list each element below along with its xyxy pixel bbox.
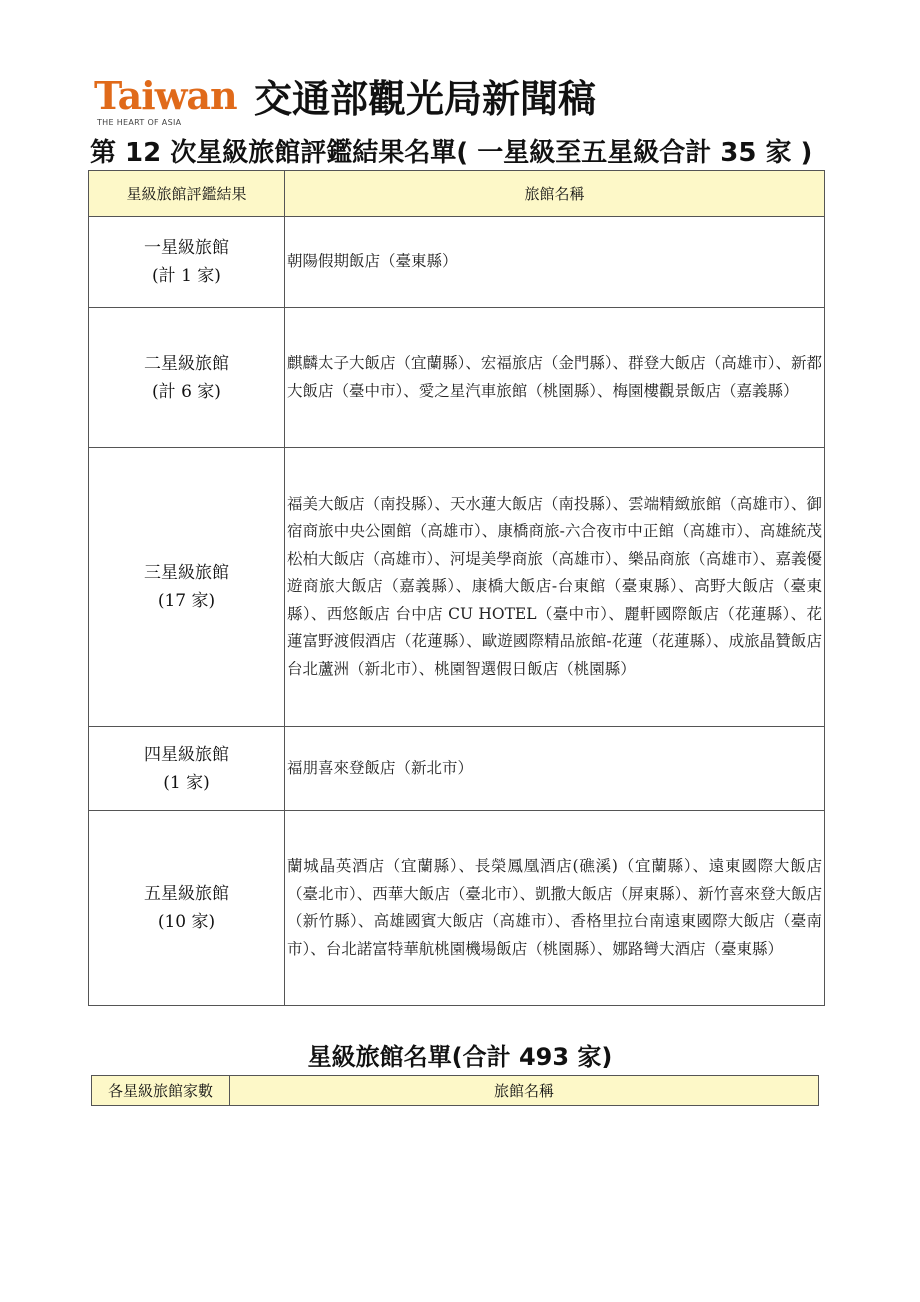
star-level-count: (10 家) bbox=[157, 912, 216, 932]
logo-tagline: THE HEART OF ASIA bbox=[97, 118, 182, 127]
logo-word: Taiwan bbox=[94, 73, 237, 118]
star-level-label: 五星級旅館 bbox=[144, 884, 229, 904]
star-level-cell bbox=[89, 448, 285, 727]
star-level-label: 一星級旅館 bbox=[144, 238, 229, 258]
table-header-row bbox=[92, 1076, 819, 1106]
table-row bbox=[89, 727, 825, 811]
table-row bbox=[89, 217, 825, 308]
hotel-list-cell: 蘭城晶英酒店（宜蘭縣）、長榮鳳凰酒店(礁溪)（宜蘭縣）、遠東國際大飯店（臺北市）、西華大飯店（臺北市）、凱撒大飯店（屏東縣）、新竹喜來登大飯店（新竹縣）、高雄國賓大飯店（高雄市）、香格里拉台南遠東國際大飯店（臺南市）、台北諾富特華航桃園機場飯店（桃園縣）、娜路彎大酒店（臺東縣） bbox=[285, 811, 825, 1006]
taiwan-logo bbox=[92, 74, 242, 128]
evaluation-results-table bbox=[88, 170, 825, 1006]
star-level-label: 三星級旅館 bbox=[144, 563, 229, 583]
header-hotel-count: 各星級旅館家數 bbox=[92, 1076, 230, 1106]
star-level-cell bbox=[89, 727, 285, 811]
table-row bbox=[89, 811, 825, 1006]
hotel-list-section-title: 星級旅館名單(合計 493 家) bbox=[307, 1043, 613, 1071]
star-level-cell bbox=[89, 308, 285, 448]
star-level-cell bbox=[89, 217, 285, 308]
table-row bbox=[89, 308, 825, 448]
hotel-list-cell: 朝陽假期飯店（臺東縣） bbox=[285, 217, 825, 308]
table-row bbox=[89, 448, 825, 727]
header-hotel-name: 旅館名稱 bbox=[230, 1076, 819, 1106]
header-hotel-name: 旅館名稱 bbox=[285, 171, 825, 217]
star-level-label: 二星級旅館 bbox=[144, 353, 229, 374]
star-level-count: (計 6 家) bbox=[152, 381, 221, 402]
press-release-title: 交通部觀光局新聞稿 bbox=[254, 77, 597, 121]
hotel-list-cell: 麒麟太子大飯店（宜蘭縣）、宏福旅店（金門縣）、群登大飯店（高雄市）、新都大飯店（臺中市）、愛之星汽車旅館（桃園縣）、梅園樓觀景飯店（嘉義縣） bbox=[285, 308, 825, 448]
page-header bbox=[92, 72, 832, 130]
table-header-row bbox=[89, 171, 825, 217]
results-section-title: 第 12 次星級旅館評鑑結果名單( 一星級至五星級合計 35 家 ) bbox=[90, 138, 813, 168]
star-hotel-list-table bbox=[91, 1075, 819, 1106]
hotel-list-cell: 福美大飯店（南投縣）、天水蓮大飯店（南投縣）、雲端精緻旅館（高雄市）、御宿商旅中央公園館（高雄市）、康橋商旅-六合夜市中正館（高雄市）、高雄統茂松柏大飯店（高雄市）、河堤美學商旅（高雄市）、樂品商旅（高雄市）、嘉義優遊商旅大飯店（嘉義縣）、康橋大飯店-台東館（臺東縣）、高野大飯店（臺東縣）、西悠飯店 台中店 CU HOTEL（臺中市）、麗軒國際飯店（花蓮縣）、花蓮富野渡假酒店（花蓮縣）、歐遊國際精品旅館-花蓮（花蓮縣）、成旅晶贊飯店台北蘆洲（新北市）、桃園智選假日飯店（桃園縣） bbox=[285, 448, 825, 727]
star-level-cell bbox=[89, 811, 285, 1006]
star-level-count: (計 1 家) bbox=[152, 266, 221, 286]
header-result: 星級旅館評鑑結果 bbox=[89, 171, 285, 217]
hotel-list-cell: 福朋喜來登飯店（新北市） bbox=[285, 727, 825, 811]
star-level-count: (17 家) bbox=[157, 591, 216, 611]
star-level-label: 四星級旅館 bbox=[144, 744, 229, 765]
star-level-count: (1 家) bbox=[163, 772, 210, 793]
